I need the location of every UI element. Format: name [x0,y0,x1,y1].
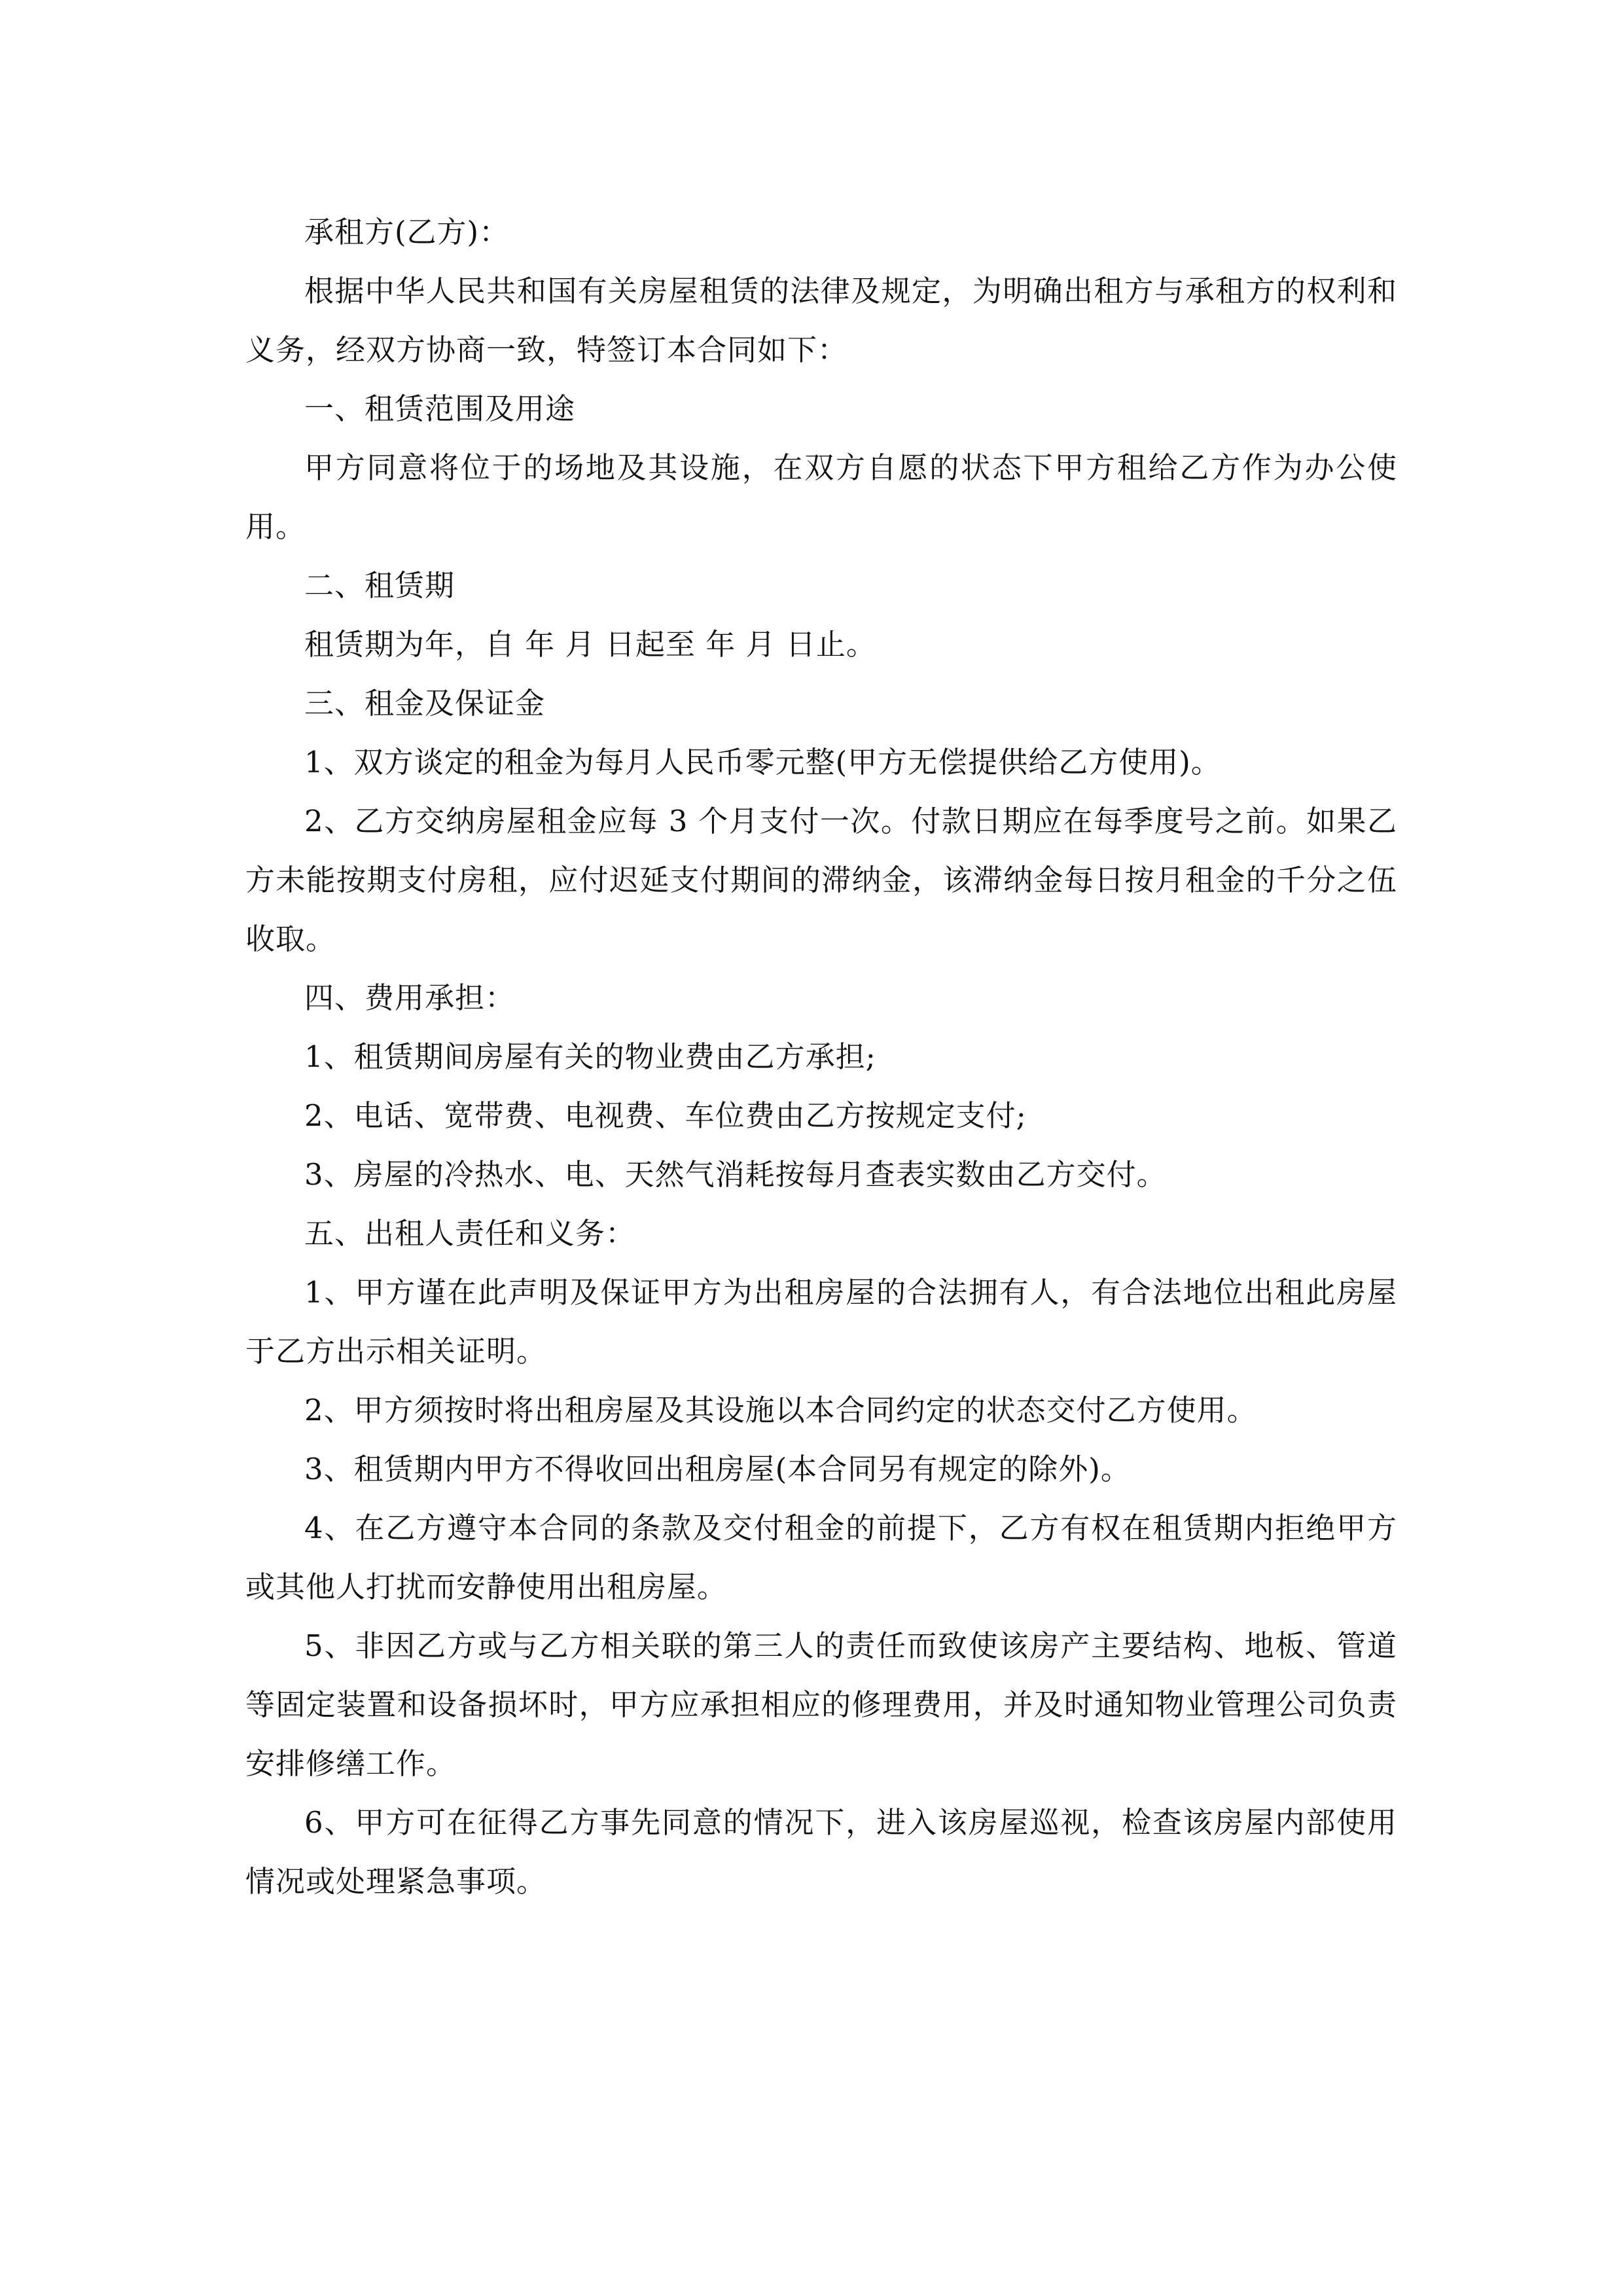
section-heading-2: 二、租赁期 [304,568,455,603]
paragraph-duty-2: 2、甲方须按时将出租房屋及其设施以本合同约定的状态交付乙方使用。 [304,1393,1257,1427]
paragraph-scope: 甲方同意将位于的场地及其设施，在双方自愿的状态下甲方租给乙方作为办公使用。 [245,450,1397,544]
paragraph-duty-1: 1、甲方谨在此声明及保证甲方为出租房屋的合法拥有人，有合法地位出租此房屋于乙方出示相关证明。 [245,1275,1397,1369]
section-heading-3: 三、租金及保证金 [304,686,546,721]
paragraph-cost-1: 1、租赁期间房屋有关的物业费由乙方承担; [304,1039,876,1074]
paragraph-preamble: 根据中华人民共和国有关房屋租赁的法律及规定，为明确出租方与承租方的权利和义务，经双方协商一致，特签订本合同如下： [245,274,1397,367]
paragraph-term: 租赁期为年，自 年 月 日起至 年 月 日止。 [304,627,876,662]
paragraph-duty-3: 3、租赁期内甲方不得收回出租房屋(本合同另有规定的除外)。 [304,1452,1131,1486]
paragraph-duty-4: 4、在乙方遵守本合同的条款及交付租金的前提下，乙方有权在租赁期内拒绝甲方或其他人打扰而安静使用出租房屋。 [245,1511,1397,1604]
document-body [245,203,1397,1911]
paragraph-cost-2: 2、电话、宽带费、电视费、车位费由乙方按规定支付; [304,1098,1027,1133]
paragraph-rent-2: 2、乙方交纳房屋租金应每 3 个月支付一次。付款日期应在每季度号之前。如果乙方未能按期支付房租，应付迟延支付期间的滞纳金，该滞纳金每日按月租金的千分之伍收取。 [245,804,1397,956]
paragraph-duty-5: 5、非因乙方或与乙方相关联的第三人的责任而致使该房产主要结构、地板、管道等固定装置和设备损坏时，甲方应承担相应的修理费用，并及时通知物业管理公司负责安排修缮工作。 [245,1628,1397,1781]
section-heading-1: 一、租赁范围及用途 [304,391,576,426]
paragraph-lessee: 承租方(乙方)： [304,215,510,249]
section-heading-4: 四、费用承担： [304,980,516,1015]
paragraph-cost-3: 3、房屋的冷热水、电、天然气消耗按每月查表实数由乙方交付。 [304,1157,1167,1192]
paragraph-rent-1: 1、双方谈定的租金为每月人民币零元整(甲方无偿提供给乙方使用)。 [304,745,1221,780]
paragraph-duty-6: 6、甲方可在征得乙方事先同意的情况下，进入该房屋巡视，检查该房屋内部使用情况或处理紧急事项。 [245,1805,1397,1899]
section-heading-5: 五、出租人责任和义务： [304,1216,636,1251]
